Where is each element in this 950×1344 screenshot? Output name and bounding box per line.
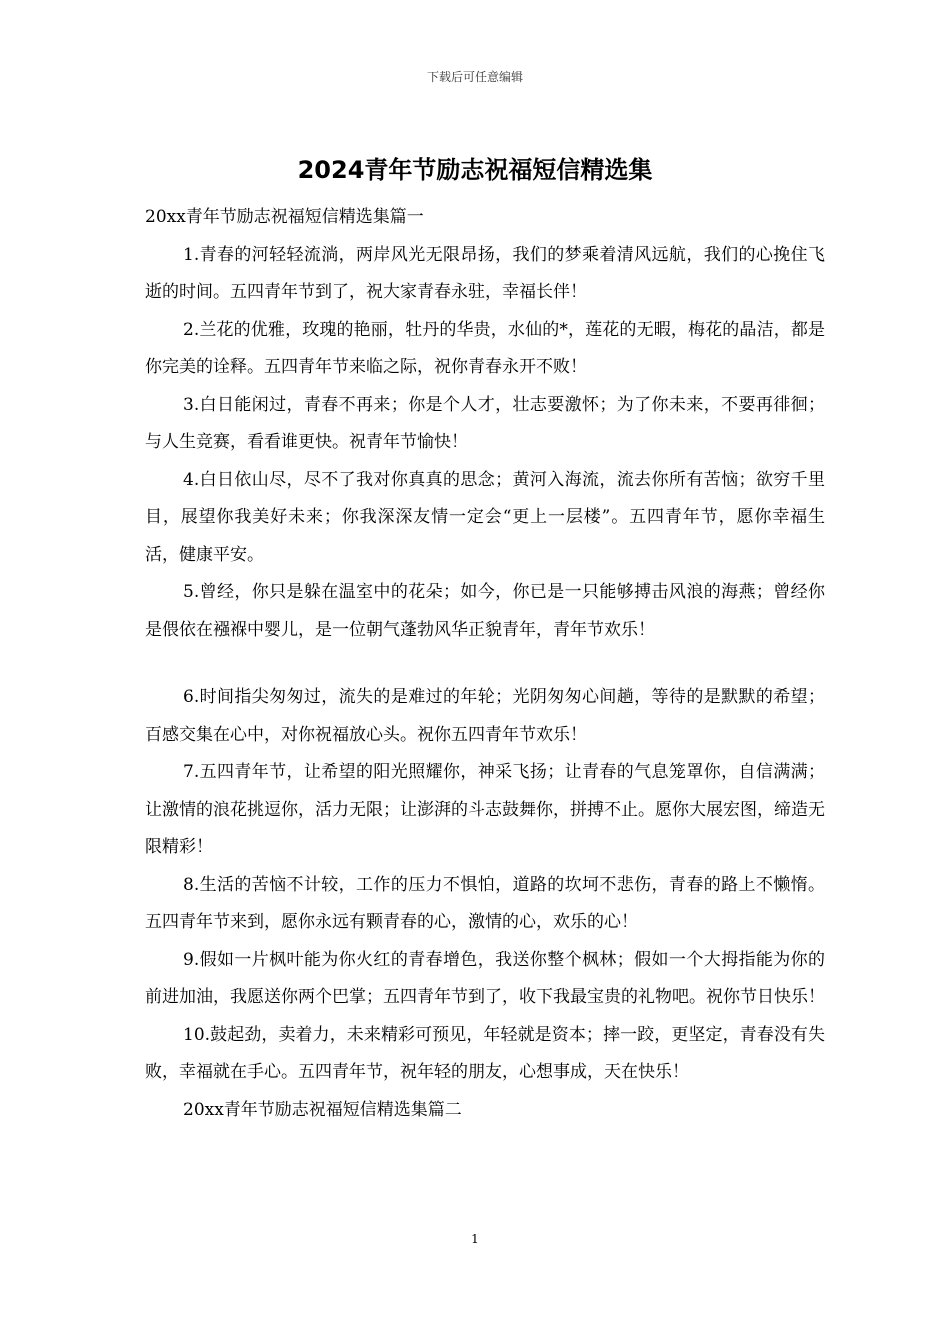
list-item: 5.曾经，你只是躲在温室中的花朵；如今，你已是一只能够搏击风浪的海燕；曾经你是偎依在襁褓中婴儿，是一位朝气蓬勃风华正貌青年，青年节欢乐！ (145, 582, 825, 640)
list-item: 2.兰花的优雅，玫瑰的艳丽，牡丹的华贵，水仙的*，莲花的无暇，梅花的晶洁，都是你完美的诠释。五四青年节来临之际，祝你青春永开不败！ (145, 319, 825, 377)
list-item: 7.五四青年节，让希望的阳光照耀你，神采飞扬；让青春的气息笼罩你，自信满满；让激情的浪花挑逗你，活力无限；让澎湃的斗志鼓舞你，拼搏不止。愿你大展宏图，缔造无限精彩！ (145, 762, 825, 857)
list-item: 9.假如一片枫叶能为你火红的青春增色，我送你整个枫林；假如一个大拇指能为你的前进加油，我愿送你两个巴掌；五四青年节到了，收下我最宝贵的礼物吧。祝你节日快乐！ (145, 949, 825, 1007)
list-item: 3.白日能闲过，青春不再来；你是个人才，壮志要激怀；为了你未来，不要再徘徊；与人生竞赛，看看谁更快。祝青年节愉快！ (145, 394, 825, 452)
list-item: 1.青春的河轻轻流淌，两岸风光无限昂扬，我们的梦乘着清风远航，我们的心挽住飞逝的时间。五四青年节到了，祝大家青春永驻，幸福长伴！ (145, 244, 825, 302)
document-title: 2024青年节励志祝福短信精选集 (297, 156, 653, 184)
list-item: 4.白日依山尽，尽不了我对你真真的思念；黄河入海流，流去你所有苦恼；欲穷千里目，展望你我美好未来；你我深深友情一定会“更上一层楼”。五四青年节，愿你幸福生活，健康平安。 (145, 469, 825, 565)
list-item: 10.鼓起劲，卖着力，未来精彩可预见，年轻就是资本；摔一跤，更坚定，青春没有失败，幸福就在手心。五四青年节，祝年轻的朋友，心想事成，天在快乐！ (145, 1024, 825, 1082)
section-heading: 20xx青年节励志祝福短信精选集篇一 (145, 207, 424, 227)
page-header-note: 下载后可任意编辑 (426, 70, 523, 84)
list-item: 6.时间指尖匆匆过，流失的是难过的年轮；光阴匆匆心间趟，等待的是默默的希望；百感交集在心中，对你祝福放心头。祝你五四青年节欢乐！ (145, 687, 825, 745)
paragraph-spacer (145, 649, 825, 679)
section-heading: 20xx青年节励志祝福短信精选集篇二 (183, 1099, 462, 1120)
page-number: 1 (471, 1232, 479, 1246)
document-body (145, 199, 825, 1129)
list-item: 8.生活的苦恼不计较，工作的压力不惧怕，道路的坎坷不悲伤，青春的路上不懒惰。五四青年节来到，愿你永远有颗青春的心，激情的心，欢乐的心！ (145, 874, 825, 932)
